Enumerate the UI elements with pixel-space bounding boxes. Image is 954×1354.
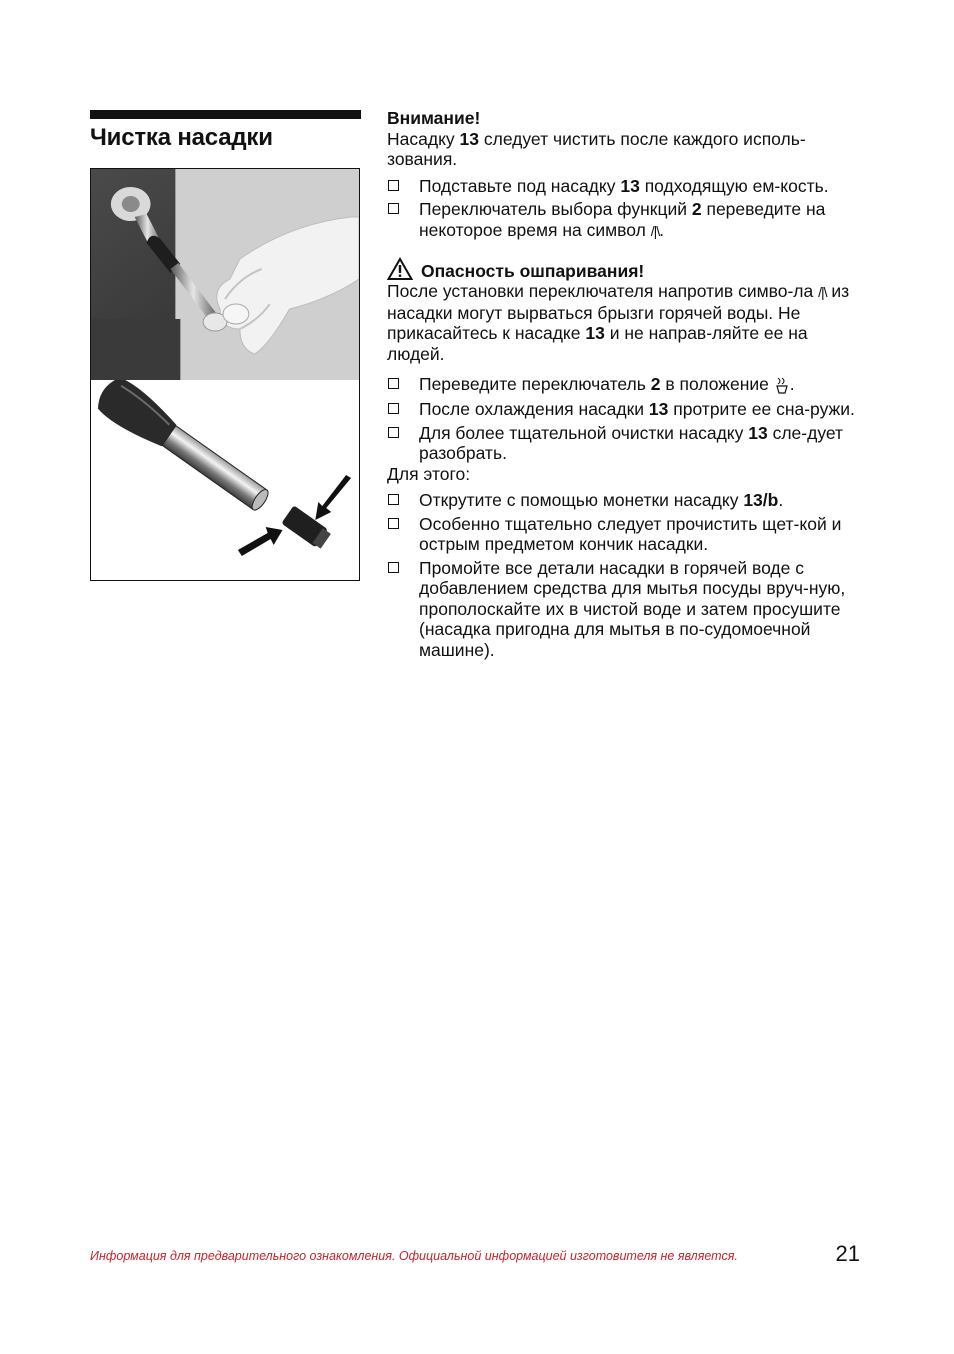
attention-title: Внимание!	[387, 108, 481, 128]
checkbox-bullet-icon	[388, 518, 399, 529]
checkbox-bullet-icon	[388, 562, 399, 573]
checkbox-bullet-icon	[388, 203, 399, 214]
instructions-column	[387, 108, 864, 660]
cup-icon	[774, 376, 790, 396]
danger-heading	[387, 257, 864, 281]
heading-rule	[90, 110, 361, 119]
attention-intro: Насадку 13 следует чистить после каждого исполь-зования.	[387, 128, 806, 169]
list-item: Открутите с помощью монетки насадку 13/b.	[387, 490, 864, 511]
checkbox-bullet-icon	[388, 494, 399, 505]
checkbox-bullet-icon	[388, 427, 399, 438]
danger-text: После установки переключателя напротив симво-ла /|\ из насадки могут вырваться брызги горячей воды. Не прикасайтесь к насадке 13 и не направ-ляйте ее на людей.	[387, 281, 850, 364]
list-item: После охлаждения насадки 13 протрите ее сна-ружи.	[387, 399, 864, 420]
warning-triangle-icon	[387, 257, 413, 281]
list-item: Для более тщательной очистки насадку 13 сле-дует разобрать.	[387, 423, 864, 464]
list-item: Особенно тщательно следует прочистить щет-кой и острым предметом кончик насадки.	[387, 514, 864, 555]
page-title: Чистка насадки	[90, 124, 273, 151]
steam-symbol-icon: /|\	[818, 284, 827, 300]
figure-nozzle-cleaning	[90, 168, 360, 581]
attention-list	[387, 176, 864, 242]
checkbox-bullet-icon	[388, 378, 399, 389]
substeps-list	[387, 490, 864, 660]
subhead: Для этого:	[387, 463, 471, 484]
list-item: Подставьте под насадку 13 подходящую ем-кость.	[387, 176, 864, 197]
steps-list	[387, 374, 864, 464]
photo-hand-unscrewing-nozzle	[91, 169, 359, 380]
checkbox-bullet-icon	[388, 180, 399, 191]
footer-disclaimer: Информация для предварительного ознакомления. Официальной информацией изготовителя не является.	[90, 1249, 738, 1263]
list-item: Переведите переключатель 2 в положение .	[387, 374, 864, 396]
list-item: Промойте все детали насадки в горячей воде с добавлением средства для мытья посуды вруч-ную, прополоскайте их в чистой воде и затем просушите (насадка пригодна для мытья в по-судомоечной машине).	[387, 558, 864, 661]
drawing-nozzle-parts	[91, 380, 359, 580]
page-number: 21	[835, 1241, 860, 1266]
steam-symbol-icon: /|\	[650, 222, 660, 239]
list-item: Переключатель выбора функций 2 переведите на некоторое время на символ /|\.	[387, 199, 864, 241]
checkbox-bullet-icon	[388, 403, 399, 414]
danger-title: Опасность ошпаривания!	[421, 260, 645, 281]
